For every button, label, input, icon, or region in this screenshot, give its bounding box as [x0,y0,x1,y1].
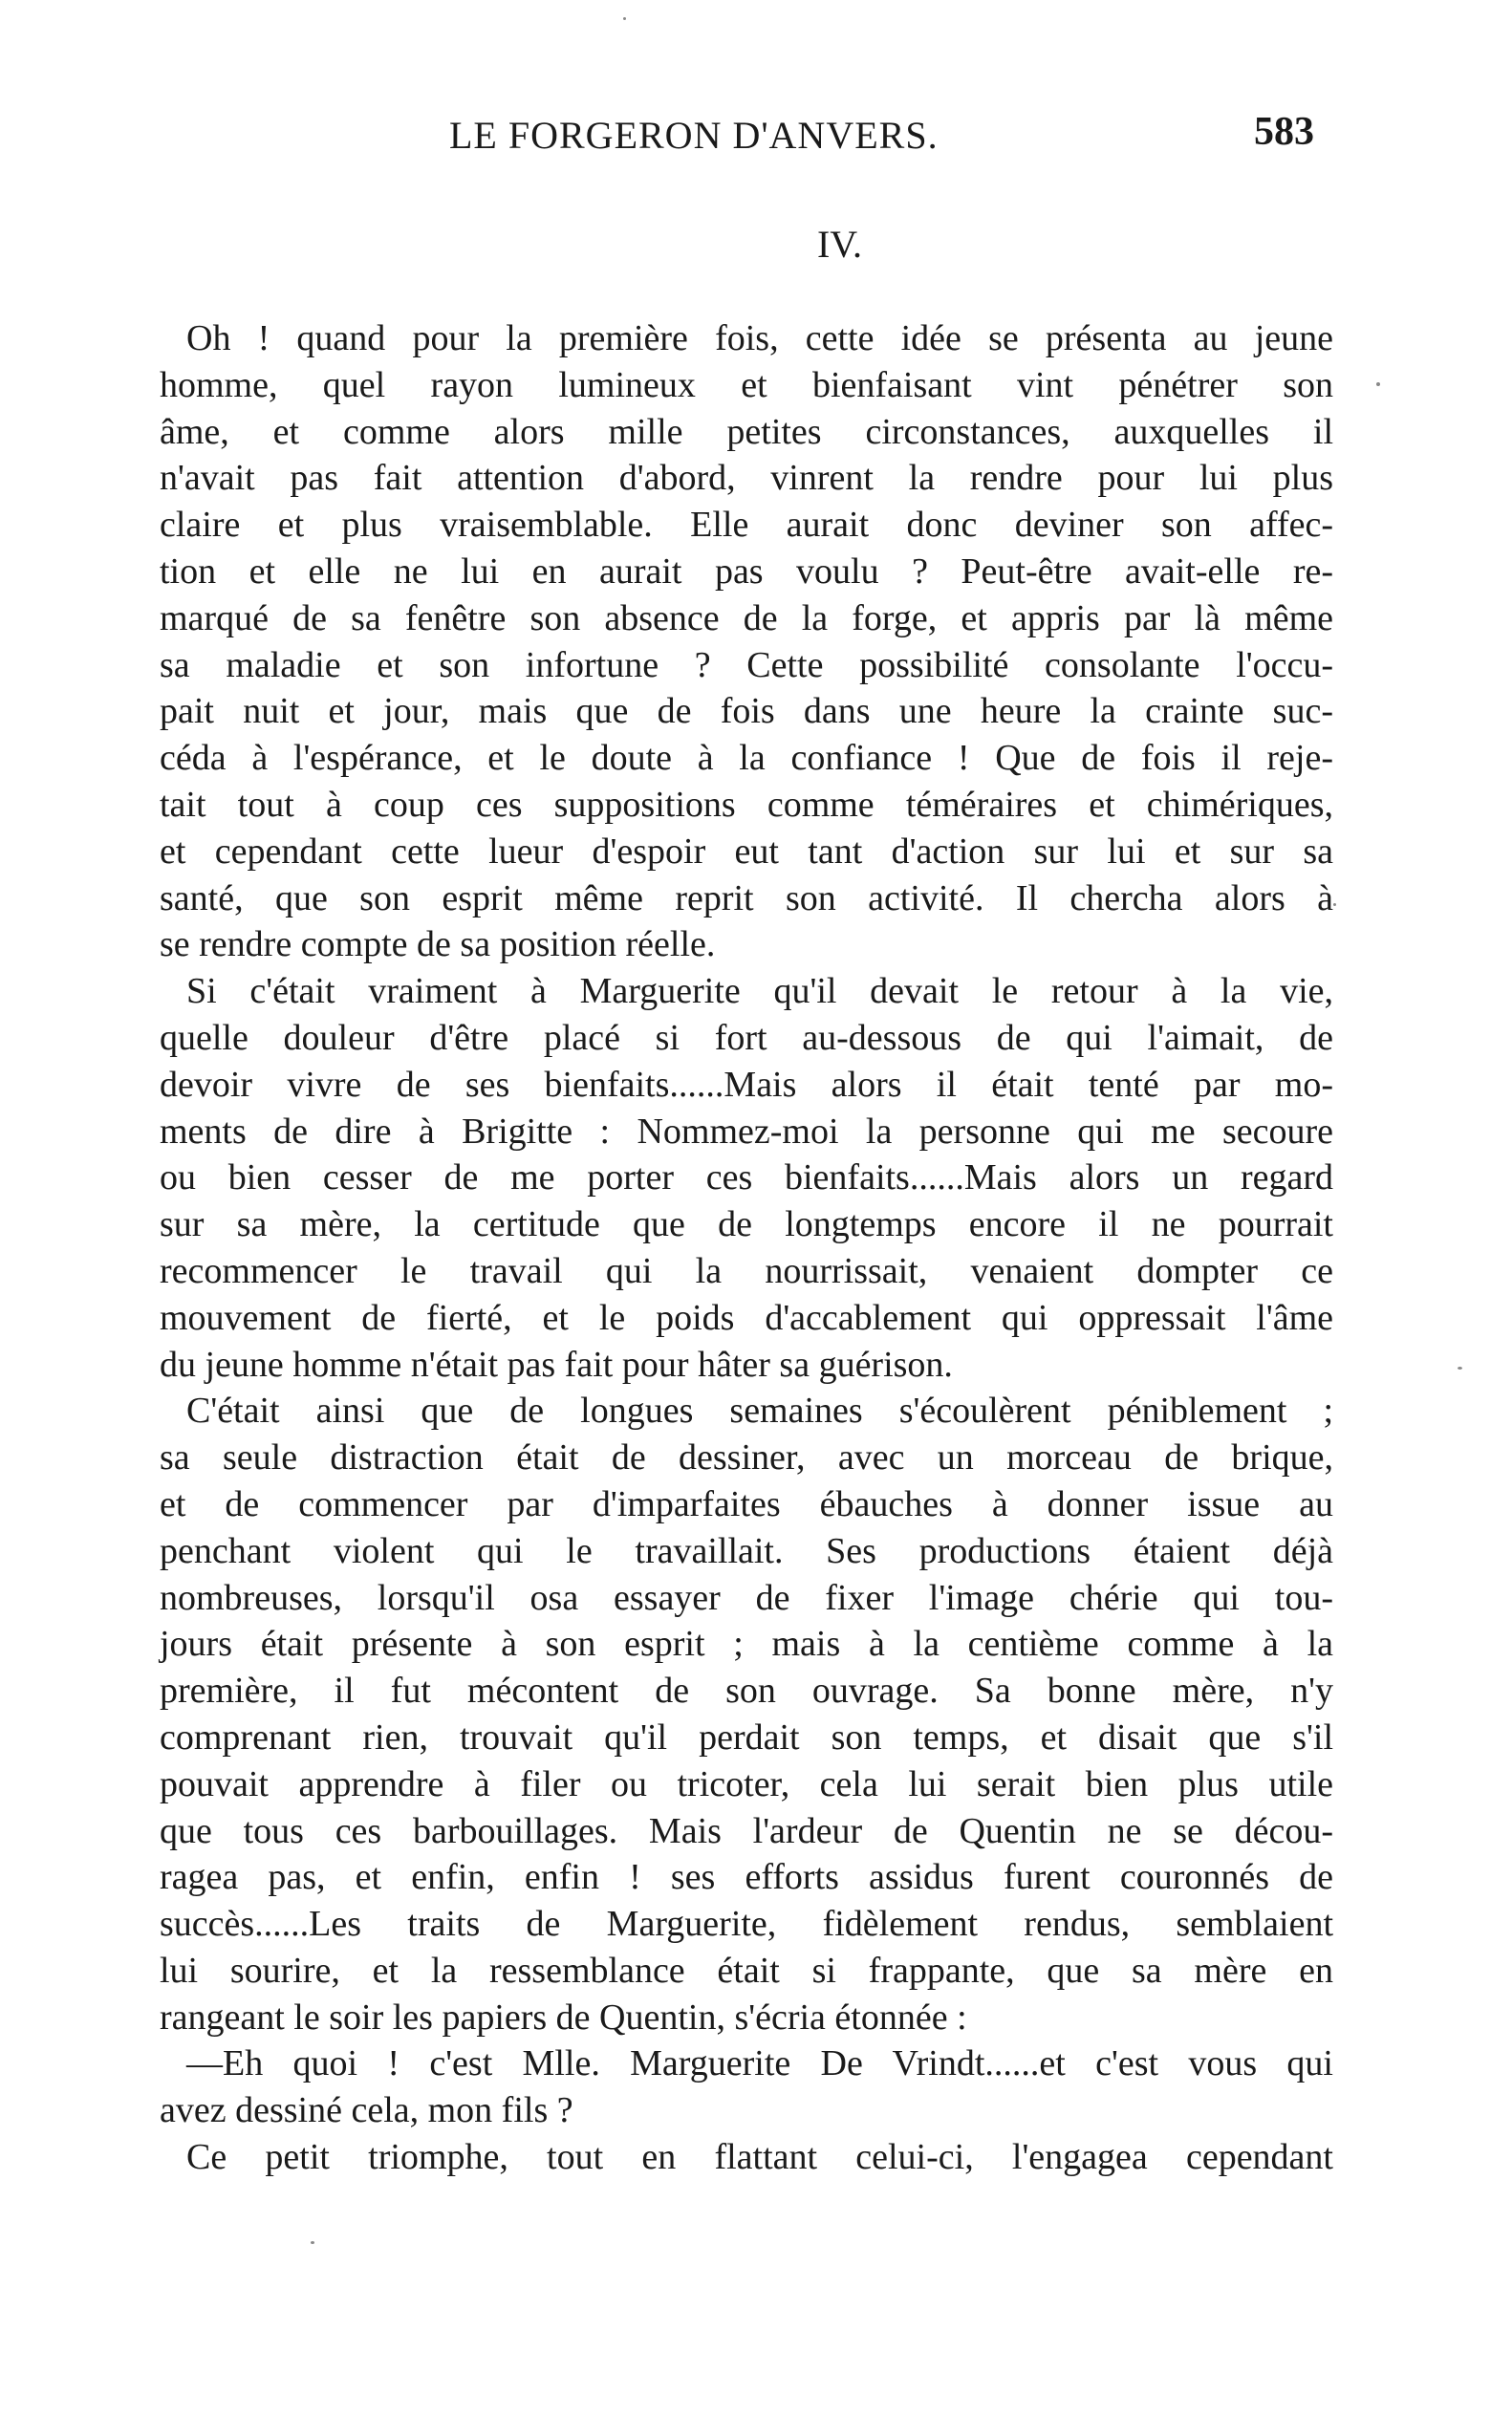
text-line: devoir vivre de ses bienfaits......Mais alors il était tenté par mo- [160,1064,1333,1105]
text-line: C'était ainsi que de longues semaines s'écoulèrent péniblement ; [186,1391,1333,1432]
text-line: penchant violent qui le travaillait. Ses productions étaient déjà [160,1530,1333,1571]
text-line: du jeune homme n'était pas fait pour hâter sa guérison. [160,1344,953,1385]
running-head [153,110,1314,170]
scan-speck [1458,1367,1462,1370]
text-line: première, il fut mécontent de son ouvrage. Sa bonne mère, n'y [160,1671,1333,1712]
text-line: lui sourire, et la ressemblance était si frappante, que sa mère en [160,1950,1333,1991]
text-line: recommencer le travail qui la nourrissait, venaient dompter ce [160,1250,1333,1291]
text-line: que tous ces barbouillages. Mais l'ardeur de Quentin ne se décou- [160,1810,1333,1851]
text-line: n'avait pas fait attention d'abord, vinrent la rendre pour lui plus [160,458,1333,499]
text-line: santé, que son esprit même reprit son activité. Il chercha alors à [160,877,1333,918]
text-line: céda à l'espérance, et le doute à la confiance ! Que de fois il reje- [160,738,1333,779]
text-line: sur sa mère, la certitude que de longtemps encore il ne pourrait [160,1204,1333,1245]
section-heading: IV. [816,223,863,266]
text-line: sa maladie et son infortune ? Cette possibilité consolante l'occu- [160,644,1333,685]
text-line: sa seule distraction était de dessiner, avec un morceau de brique, [160,1437,1333,1479]
text-line: et de commencer par d'imparfaites ébauches à donner issue au [160,1483,1333,1524]
text-line: mouvement de fierté, et le poids d'accablement qui oppressait l'âme [160,1297,1333,1338]
text-line: et cependant cette lueur d'espoir eut tant d'action sur lui et sur sa [160,831,1333,872]
text-line: se rendre compte de sa position réelle. [160,924,716,965]
scan-speck [623,17,626,20]
text-line: succès......Les traits de Marguerite, fidèlement rendus, semblaient [160,1904,1333,1945]
text-line: tait tout à coup ces suppositions comme téméraires et chimériques, [160,784,1333,825]
text-line: Si c'était vraiment à Marguerite qu'il devait le retour à la vie, [186,971,1333,1012]
body-text [160,315,1333,2181]
text-line: âme, et comme alors mille petites circonstances, auxquelles il [160,411,1333,452]
scan-speck [1333,903,1336,906]
text-line: —Eh quoi ! c'est Mlle. Marguerite De Vrindt......et c'est vous qui [186,2043,1333,2084]
text-line: Ce petit triomphe, tout en flattant celui-ci, l'engagea cependant [186,2137,1333,2178]
text-line: homme, quel rayon lumineux et bienfaisant vint pénétrer son [160,364,1333,405]
text-line: comprenant rien, trouvait qu'il perdait son temps, et disait que s'il [160,1716,1333,1758]
text-line: quelle douleur d'être placé si fort au-dessous de qui l'aimait, de [160,1017,1333,1058]
scan-speck [311,2241,314,2244]
text-line: ragea pas, et enfin, enfin ! ses efforts assidus furent couronnés de [160,1857,1333,1898]
scan-speck [1376,382,1380,386]
running-title: LE FORGERON D'ANVERS. [449,114,939,157]
text-line: tion et elle ne lui en aurait pas voulu ? Peut-être avait-elle re- [160,551,1333,592]
text-line: rangeant le soir les papiers de Quentin, s'écria étonnée : [160,1997,967,2038]
text-line: ou bien cesser de me porter ces bienfaits......Mais alors un regard [160,1157,1333,1198]
text-line: marqué de sa fenêtre son absence de la forge, et appris par là même [160,597,1333,638]
text-line: nombreuses, lorsqu'il osa essayer de fixer l'image chérie qui tou- [160,1577,1333,1618]
text-line: avez dessiné cela, mon fils ? [160,2090,573,2131]
text-line: ments de dire à Brigitte : Nommez-moi la personne qui me secoure [160,1111,1333,1152]
text-line: pouvait apprendre à filer ou tricoter, cela lui serait bien plus utile [160,1763,1333,1804]
text-line: jours était présente à son esprit ; mais à la centième comme à la [160,1624,1333,1665]
page-number: 583 [1254,110,1314,154]
text-line: claire et plus vraisemblable. Elle aurait donc deviner son affec- [160,505,1333,546]
text-line: pait nuit et jour, mais que de fois dans une heure la crainte suc- [160,691,1333,732]
text-line: Oh ! quand pour la première fois, cette idée se présenta au jeune [186,318,1333,358]
